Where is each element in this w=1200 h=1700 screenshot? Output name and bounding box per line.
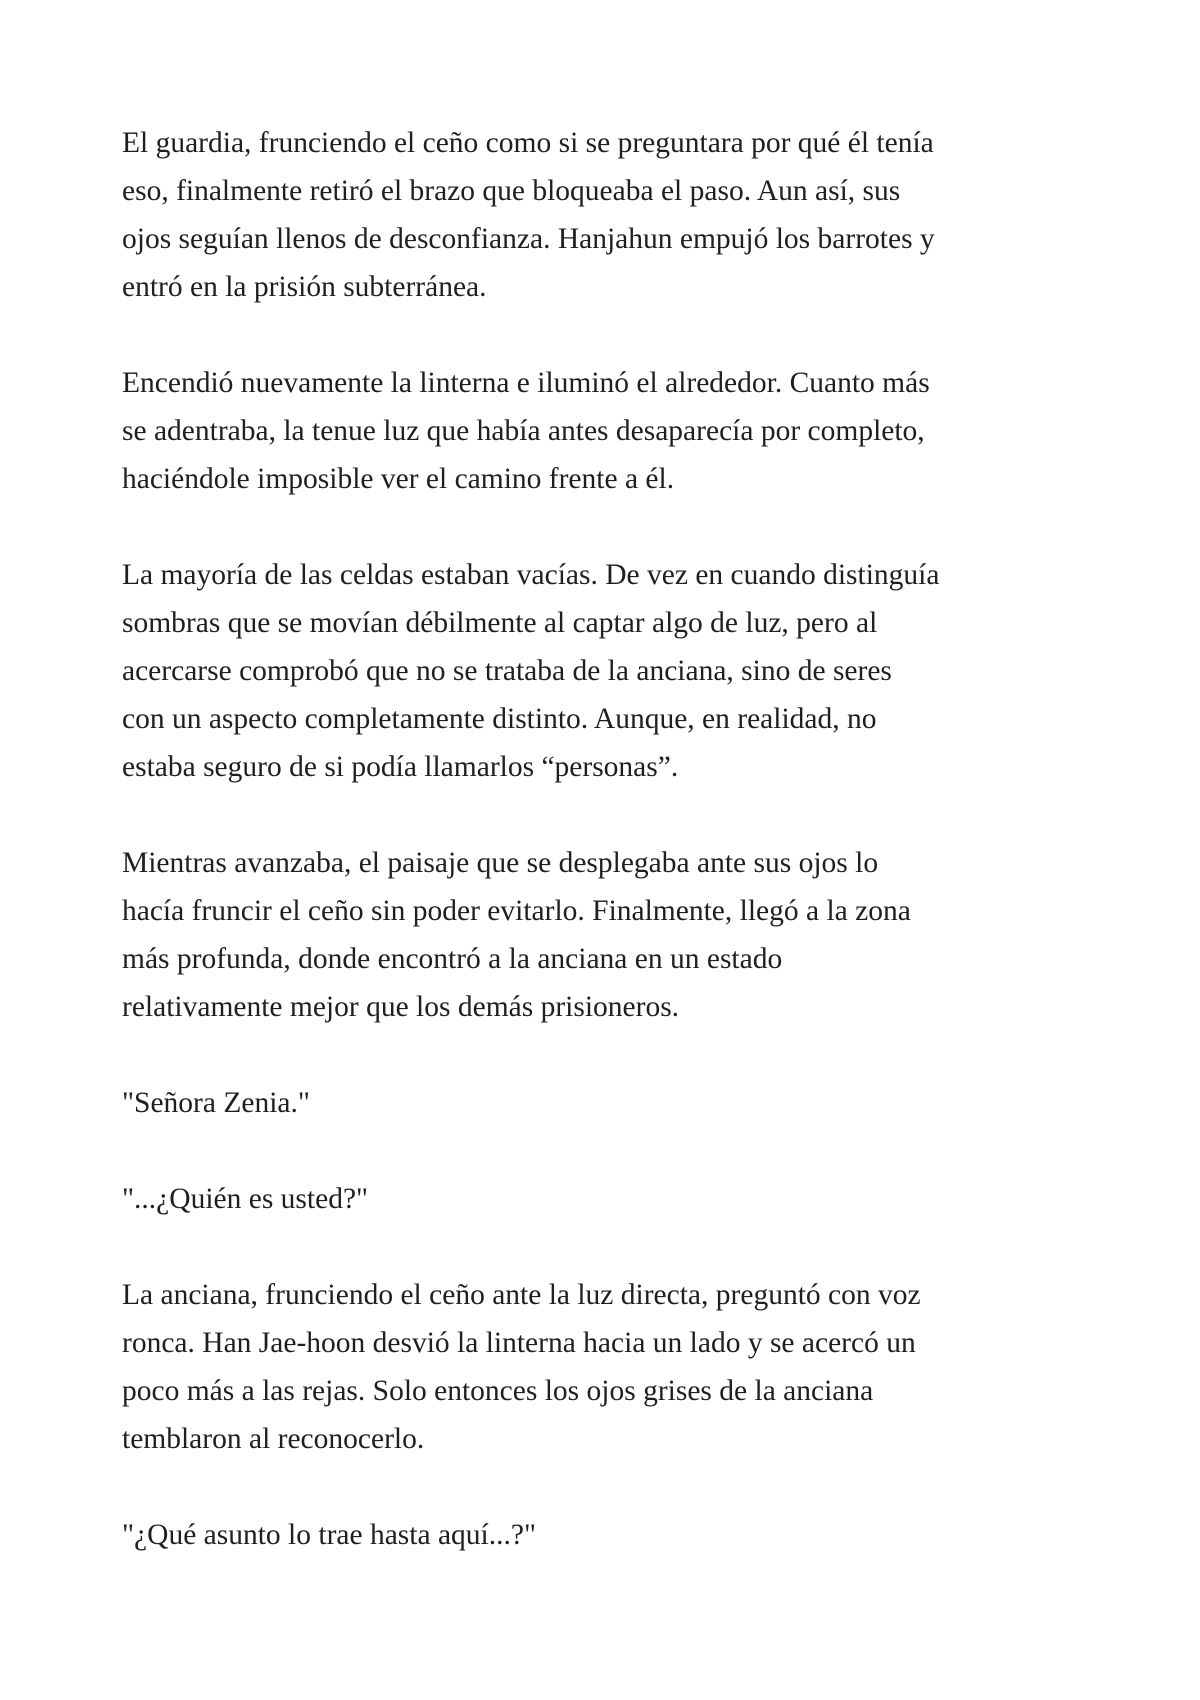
text-line: Encendió nuevamente la linterna e iluminó el alrededor. Cuanto más [122, 367, 930, 399]
text-line: con un aspecto completamente distinto. Aunque, en realidad, no [122, 703, 877, 735]
text-line: eso, finalmente retiró el brazo que bloqueaba el paso. Aun así, sus [122, 175, 901, 207]
text-line: "¿Qué asunto lo trae hasta aquí...?" [122, 1519, 536, 1551]
paragraph [122, 359, 1112, 503]
text-line: El guardia, frunciendo el ceño como si se preguntara por qué él tenía [122, 127, 934, 159]
text-line: "...¿Quién es usted?" [122, 1183, 369, 1215]
paragraph [122, 1175, 1112, 1223]
paragraph [122, 839, 1112, 1031]
text-line: temblaron al reconocerlo. [122, 1423, 425, 1455]
text-line: Mientras avanzaba, el paisaje que se desplegaba ante sus ojos lo [122, 847, 879, 879]
text-line: haciéndole imposible ver el camino frente a él. [122, 463, 675, 495]
paragraph [122, 551, 1112, 791]
paragraph [122, 119, 1112, 311]
text-line: La mayoría de las celdas estaban vacías. De vez en cuando distinguía [122, 559, 940, 591]
paragraph [122, 1511, 1112, 1559]
text-line: sombras que se movían débilmente al captar algo de luz, pero al [122, 607, 878, 639]
text-line: estaba seguro de si podía llamarlos “personas”. [122, 751, 679, 783]
text-line: relativamente mejor que los demás prisioneros. [122, 991, 680, 1023]
text-line: ojos seguían llenos de desconfianza. Hanjahun empujó los barrotes y [122, 223, 935, 255]
paragraph [122, 1079, 1112, 1127]
text-line: hacía fruncir el ceño sin poder evitarlo. Finalmente, llegó a la zona [122, 895, 911, 927]
paragraph [122, 1271, 1112, 1463]
text-line: "Señora Zenia." [122, 1087, 310, 1119]
text-line: más profunda, donde encontró a la anciana en un estado [122, 943, 783, 975]
text-line: se adentraba, la tenue luz que había antes desaparecía por completo, [122, 415, 925, 447]
text-line: poco más a las rejas. Solo entonces los ojos grises de la anciana [122, 1375, 874, 1407]
text-line: entró en la prisión subterránea. [122, 271, 487, 303]
text-line: acercarse comprobó que no se trataba de la anciana, sino de seres [122, 655, 892, 687]
text-line: La anciana, frunciendo el ceño ante la luz directa, preguntó con voz [122, 1279, 921, 1311]
text-line: ronca. Han Jae-hoon desvió la linterna hacia un lado y se acercó un [122, 1327, 916, 1359]
